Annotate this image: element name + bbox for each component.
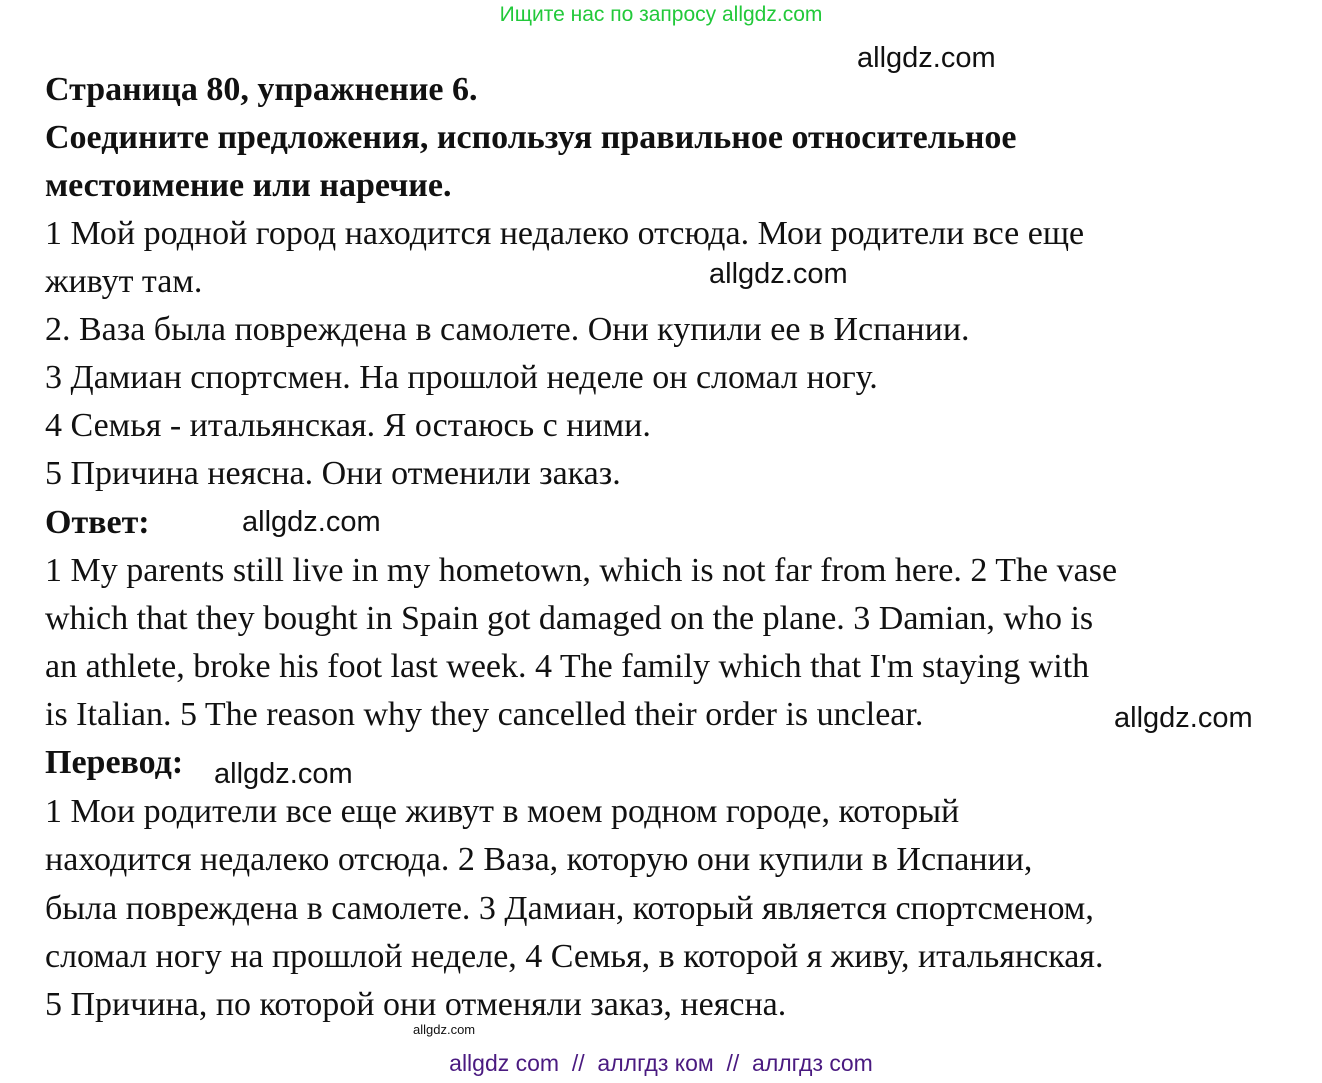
answer-line: 1 My parents still live in my hometown, which is not far from here. 2 The vase: [45, 552, 1118, 589]
translation-label: Перевод:: [45, 744, 184, 781]
sentence-line: 1 Мой родной город находится недалеко отсюда. Мои родители все еще: [45, 215, 1085, 252]
sentence-line: 3 Дамиан спортсмен. На прошлой неделе он сломал ногу.: [45, 359, 878, 396]
watermark: allgdz.com: [214, 758, 353, 790]
answer-line: which that they bought in Spain got damaged on the plane. 3 Damian, who is: [45, 600, 1094, 637]
watermark: allgdz.com: [709, 258, 848, 290]
task-line: местоимение или наречие.: [45, 167, 452, 204]
answer-line: is Italian. 5 The reason why they cancelled their order is unclear.: [45, 696, 924, 733]
answer-label: Ответ:: [45, 504, 150, 541]
sentence-line: 5 Причина неясна. Они отменили заказ.: [45, 455, 621, 492]
page-title: Страница 80, упражнение 6.: [45, 71, 478, 108]
task-line: Соедините предложения, используя правильное относительное: [45, 119, 1017, 156]
top-banner: Ищите нас по запросу allgdz.com: [499, 3, 823, 26]
sentence-line: живут там.: [45, 263, 203, 300]
bottom-banner: allgdz com // аллгдз ком // аллгдз com: [449, 1050, 873, 1076]
translation-line: сломал ногу на прошлой неделе, 4 Семья, в которой я живу, итальянская.: [45, 938, 1104, 975]
sentence-line: 2. Ваза была повреждена в самолете. Они купили ее в Испании.: [45, 311, 970, 348]
translation-line: 1 Мои родители все еще живут в моем родном городе, который: [45, 793, 960, 830]
watermark-small: allgdz.com: [413, 1022, 476, 1037]
answer-line: an athlete, broke his foot last week. 4 The family which that I'm staying with: [45, 648, 1090, 685]
sentence-line: 4 Семья - итальянская. Я остаюсь с ними.: [45, 407, 651, 444]
watermark: allgdz.com: [242, 506, 381, 538]
watermark: allgdz.com: [1114, 702, 1253, 734]
translation-line: была повреждена в самолете. 3 Дамиан, который является спортсменом,: [45, 890, 1094, 927]
translation-line: 5 Причина, по которой они отменяли заказ, неясна.: [45, 986, 787, 1023]
translation-line: находится недалеко отсюда. 2 Ваза, которую они купили в Испании,: [45, 841, 1033, 878]
watermark: allgdz.com: [857, 42, 996, 74]
